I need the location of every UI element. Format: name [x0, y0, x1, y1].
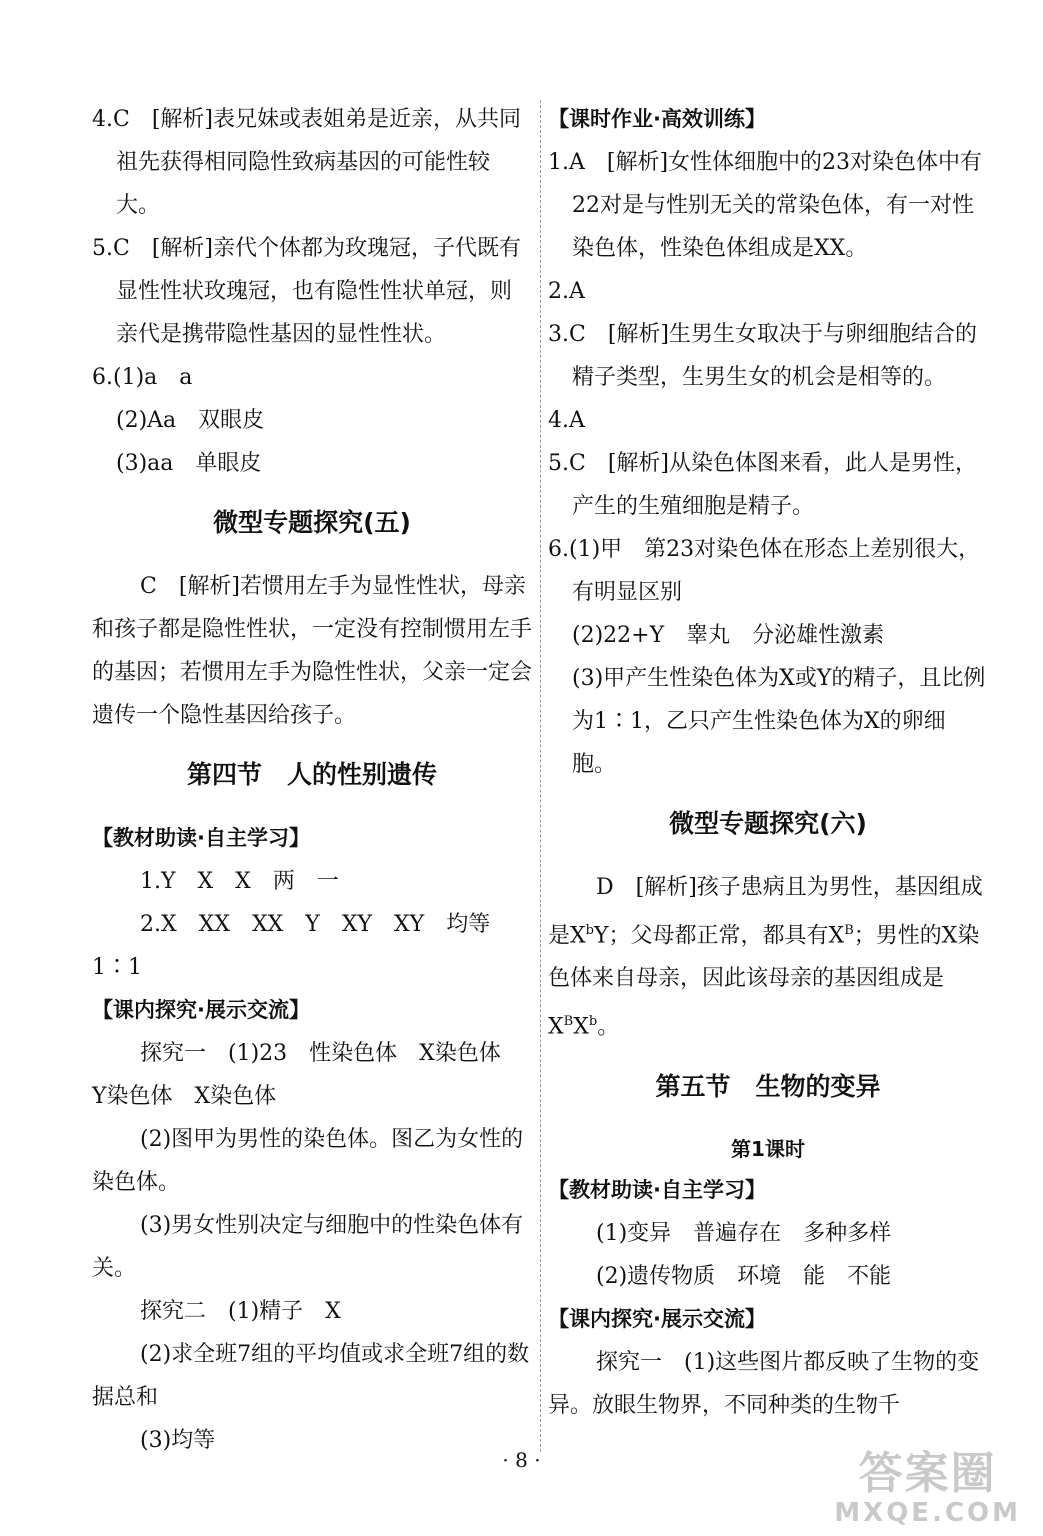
answer-s2: (2)遗传物质 环境 能 不能	[596, 1263, 892, 1289]
explore-1-part-3: (3)男女性别决定与细胞中的性染色体有关。	[92, 1213, 524, 1281]
answer-q4: 4.C [解析]表兄妹或表姐弟是近亲，从共同祖先获得相同隐性致病基因的可能性较大。	[92, 107, 521, 218]
lesson-1-title: 第1课时	[731, 1136, 805, 1161]
explore-2-part-3: (3)均等	[140, 1428, 216, 1453]
micro-topic-5-text: C [解析]若惯用左手为显性性状，母亲和孩子都是隐性性状，一定没有控制惯用左手的基因；若惯用左手为隐性性状，父亲一定会遗传一个隐性基因给孩子。	[92, 574, 533, 728]
section-4-title: 第四节 人的性别遗传	[186, 760, 437, 789]
heading-homework: 【课时作业·高效训练】	[548, 107, 766, 131]
answer-a2: 2.X XX XX Y XY XY 均等 1∶1	[92, 912, 513, 980]
explore-2-part-1: 探究二 (1)精子 X	[140, 1299, 341, 1324]
heading-textbook-guide-2: 【教材助读·自主学习】	[548, 1177, 766, 1202]
column-divider	[540, 100, 541, 1452]
heading-textbook-guide: 【教材助读·自主学习】	[92, 826, 310, 850]
heading-class-explore-2: 【课内探究·展示交流】	[548, 1306, 766, 1331]
answer-s1: (1)变异 普遍存在 多种多样	[596, 1220, 892, 1246]
left-column	[92, 98, 532, 1462]
homework-r3: 3.C [解析]生男生女取决于与卵细胞结合的精子类型，生男生女的机会是相等的。	[548, 322, 977, 390]
explore-1-part-2: (2)图甲为男性的染色体。图乙为女性的染色体。	[92, 1127, 524, 1195]
homework-r6-3: (3)甲产生性染色体为X或Y的精子，且比例为1∶1，乙只产生性染色体为X的卵细胞。	[572, 666, 986, 777]
homework-r5: 5.C [解析]从染色体图来看，此人是男性，产生的生殖细胞是精子。	[548, 451, 977, 519]
page-number: · 8 ·	[502, 1448, 541, 1472]
homework-r6-2: (2)22+Y 睾丸 分泌雄性激素	[572, 623, 885, 648]
heading-class-explore: 【课内探究·展示交流】	[92, 998, 310, 1022]
explore-1-part-1: 探究一 (1)23 性染色体 X染色体 Y染色体 X染色体	[92, 1041, 523, 1109]
micro-topic-6-title: 微型专题探究(六)	[669, 809, 867, 838]
micro-topic-6-text: D [解析]孩子患病且为男性，基因组成是$X^bY$；父母都正常，都具有$X^B$；男性的X染色体来自母亲，因此该母亲的基因组成是$X^BX^b$。	[548, 875, 983, 1040]
micro-topic-5-title: 微型专题探究(五)	[213, 508, 411, 537]
answer-q5: 5.C [解析]亲代个体都为玫瑰冠，子代既有显性性状玫瑰冠，也有隐性性状单冠，则亲代是携带隐性基因的显性性状。	[92, 236, 521, 347]
homework-r2: 2.A	[548, 279, 585, 304]
right-column	[548, 98, 988, 1427]
homework-r6-1: 6.(1)甲 第23对染色体在形态上差别很大，有明显区别	[548, 537, 981, 605]
answer-q6-1: 6.(1)a a	[92, 365, 193, 390]
answer-q6-2: (2)Aa 双眼皮	[116, 408, 265, 433]
answer-q6-3: (3)aa 单眼皮	[116, 451, 262, 476]
explore-s3: 探究一 (1)这些图片都反映了生物的变异。放眼生物界，不同种类的生物千	[548, 1349, 980, 1418]
watermark-logo	[834, 1450, 1021, 1528]
explore-2-part-2: (2)求全班7组的平均值或求全班7组的数据总和	[92, 1342, 530, 1410]
answer-a1: 1.Y X X 两 一	[140, 869, 339, 894]
watermark-top: 答案圈	[858, 1448, 997, 1499]
watermark-bottom: MXQE.COM	[834, 1498, 1021, 1528]
homework-r1: 1.A [解析]女性体细胞中的23对染色体中有22对是与性别无关的常染色体，有一对性染色体，性染色体组成是XX。	[548, 150, 983, 261]
homework-r4: 4.A	[548, 408, 585, 433]
section-5-title: 第五节 生物的变异	[655, 1071, 881, 1101]
